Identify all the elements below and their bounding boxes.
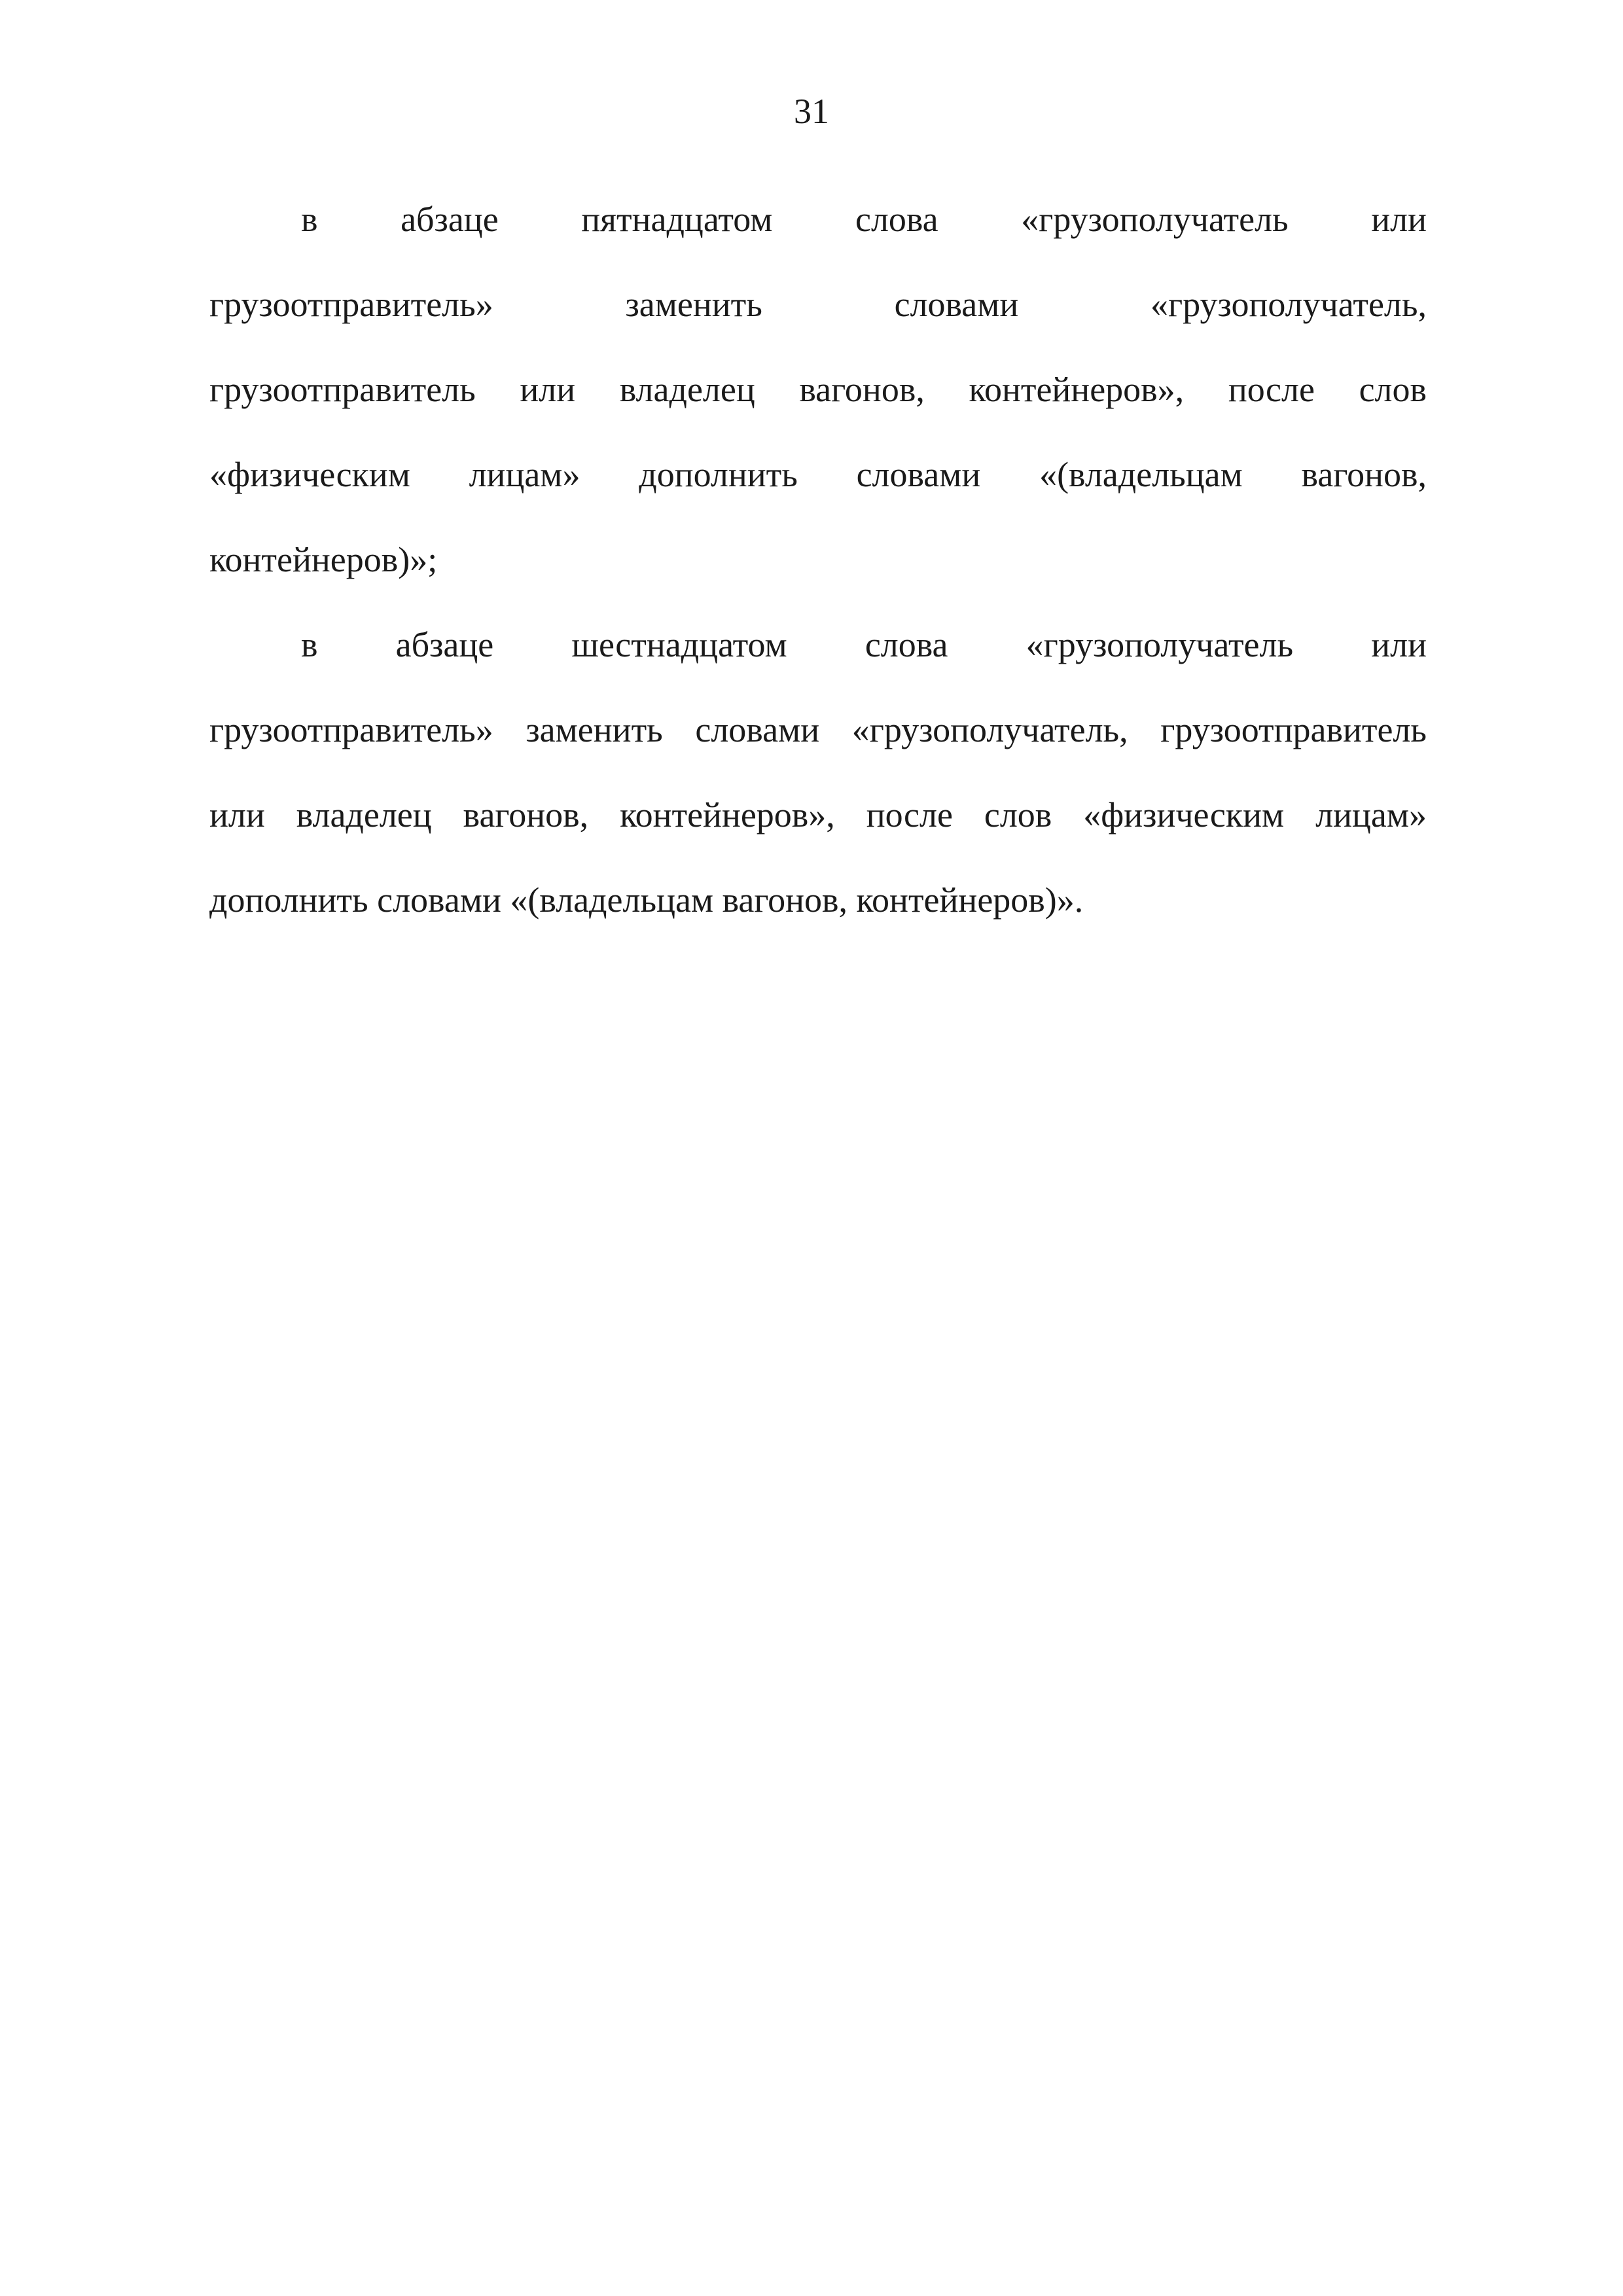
paragraph-1-line-3: грузоотправитель или владелец вагонов, контейнеров», после слов — [209, 370, 1427, 409]
paragraph-1-line-4: «физическим лицам» дополнить словами «(владельцам вагонов, — [209, 455, 1427, 494]
paragraph-1-line-1: в абзаце пятнадцатом слова «грузополучатель или — [301, 200, 1427, 239]
document-body — [209, 177, 1427, 942]
paragraph-1-line-2: грузоотправитель» заменить словами «грузополучатель, — [209, 285, 1427, 324]
paragraph-2-line-4: дополнить словами «(владельцам вагонов, контейнеров)». — [209, 880, 1084, 920]
paragraph-1-line-5: контейнеров)»; — [209, 540, 438, 579]
paragraph-2-line-1: в абзаце шестнадцатом слова «грузополучатель или — [301, 625, 1427, 664]
paragraph-1 — [209, 177, 1427, 602]
paragraph-2 — [209, 602, 1427, 942]
page-number: 31 — [794, 92, 829, 131]
paragraph-2-line-2: грузоотправитель» заменить словами «грузополучатель, грузоотправитель — [209, 710, 1427, 749]
paragraph-2-line-3: или владелец вагонов, контейнеров», после слов «физическим лицам» — [209, 795, 1427, 834]
